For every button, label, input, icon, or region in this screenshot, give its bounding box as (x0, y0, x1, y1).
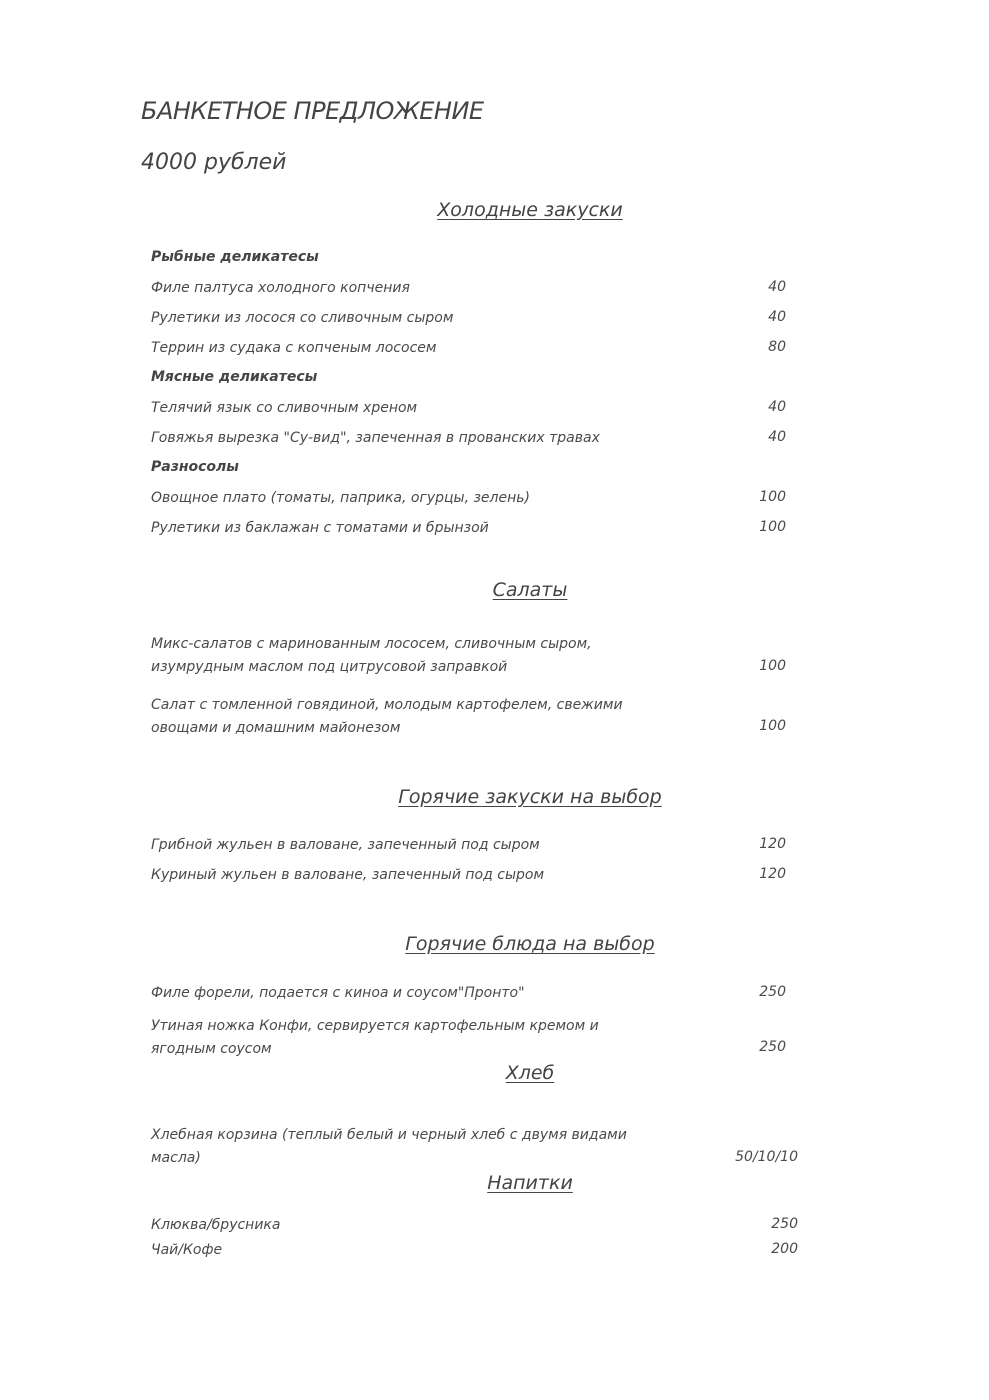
menu-item-value: 250 (759, 984, 786, 1000)
menu-item: Филе палтуса холодного копчения (151, 280, 410, 296)
section-heading-hot-appetizers: Горячие закуски на выбор (398, 786, 662, 808)
menu-item: Куриный жульен в валоване, запеченный под сыром (151, 867, 545, 883)
section-heading-bread: Хлеб (505, 1062, 555, 1084)
menu-item: Клюква/брусника (151, 1217, 281, 1233)
section-heading-salads: Салаты (492, 579, 568, 601)
menu-item: Микс-салатов с маринованным лососем, сливочным сыром, изумрудным маслом под цитрусовой заправкой (151, 636, 592, 675)
menu-item-value: 100 (759, 519, 786, 535)
menu-item-value: 250 (759, 1039, 786, 1055)
menu-item: Филе форели, подается с киноа и соусом"Пронто" (151, 985, 525, 1001)
menu-item-value: 40 (768, 279, 786, 295)
menu-item: Рулетики из лосося со сливочным сыром (151, 310, 454, 326)
menu-item-value: 250 (771, 1216, 798, 1232)
menu-item: Утиная ножка Конфи, сервируется картофельным кремом и ягодным соусом (151, 1018, 599, 1057)
menu-item-value: 120 (759, 866, 786, 882)
menu-item: Грибной жульен в валоване, запеченный под сыром (151, 837, 540, 853)
menu-item-value: 100 (759, 489, 786, 505)
menu-item: Чай/Кофе (151, 1242, 223, 1258)
menu-item: Хлебная корзина (теплый белый и черный хлеб с двумя видами масла) (151, 1127, 627, 1166)
menu-item-value: 200 (771, 1241, 798, 1257)
menu-item: Салат с томленной говядиной, молодым картофелем, свежими овощами и домашним майонезом (151, 697, 623, 736)
menu-item: Телячий язык со сливочным хреном (151, 400, 418, 416)
menu-item-value: 100 (759, 718, 786, 734)
menu-item: Террин из судака с копченым лососем (151, 340, 437, 356)
menu-item-value: 40 (768, 309, 786, 325)
menu-item-value: 80 (768, 339, 786, 355)
price-per-person: 4000 рублей (141, 150, 287, 175)
subsection-fish: Рыбные деликатесы (151, 249, 319, 265)
menu-item: Говяжья вырезка "Су-вид", запеченная в прованских травах (151, 430, 600, 446)
section-heading-cold-appetizers: Холодные закуски (437, 199, 623, 221)
menu-item-value: 120 (759, 836, 786, 852)
menu-item: Овощное плато (томаты, паприка, огурцы, зелень) (151, 490, 530, 506)
section-heading-hot-dishes: Горячие блюда на выбор (405, 933, 655, 955)
section-heading-drinks: Напитки (487, 1172, 573, 1194)
page-title: БАНКЕТНОЕ ПРЕДЛОЖЕНИЕ (141, 97, 484, 125)
menu-item-value: 40 (768, 429, 786, 445)
subsection-meat: Мясные деликатесы (151, 369, 318, 385)
menu-item: Рулетики из баклажан с томатами и брынзой (151, 520, 489, 536)
menu-item-value: 100 (759, 658, 786, 674)
menu-item-value: 50/10/10 (735, 1149, 798, 1165)
menu-item-value: 40 (768, 399, 786, 415)
subsection-pickles: Разносолы (151, 459, 239, 475)
